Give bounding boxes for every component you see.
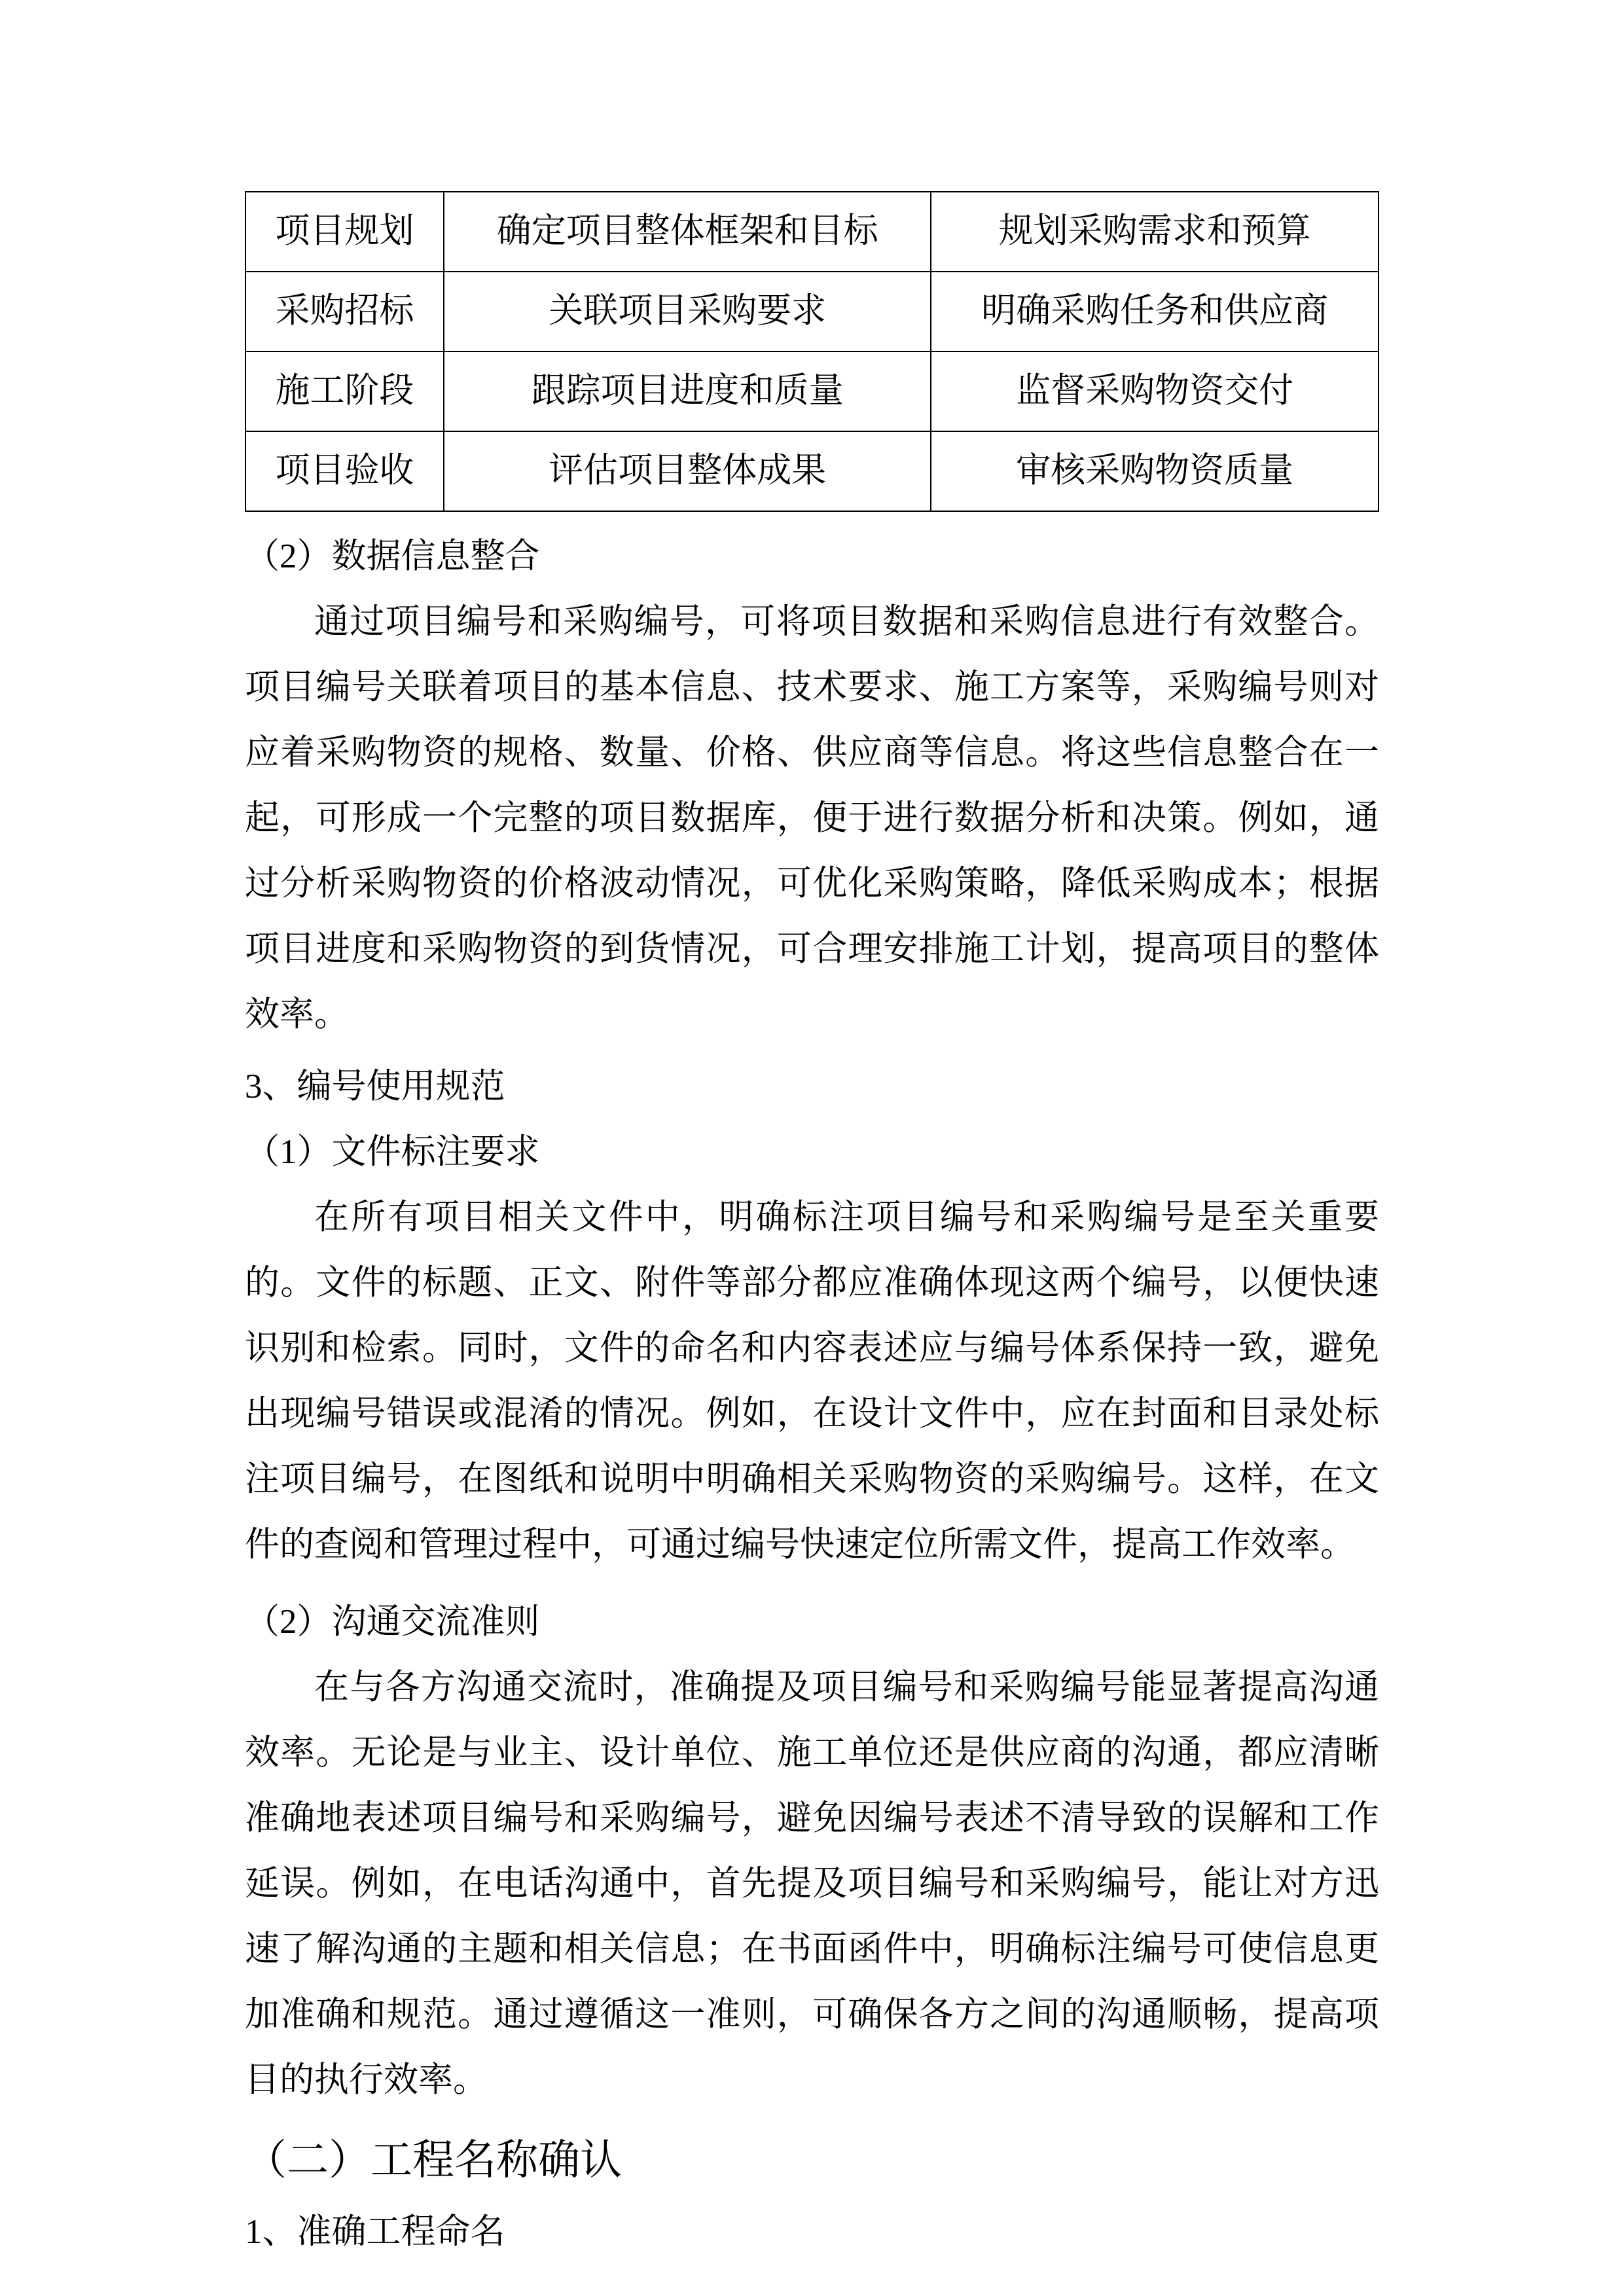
- file-labeling-heading: （1）文件标注要求: [245, 1133, 540, 1171]
- table-row: [245, 272, 1379, 351]
- table-cell: 监督采购物资交付: [931, 351, 1379, 431]
- communication-paragraph: 在与各方沟通交流时，准确提及项目编号和采购编号能显著提高沟通效率。无论是与业主、设计单位、施工单位还是供应商的沟通，都应清晰准确地表述项目编号和采购编号，避免因编号表述不清导致的误解和工作延误。例如，在电话沟通中，首先提及项目编号和采购编号，能让对方迅速了解沟通的主题和相关信息；在书面函件中，明确标注编号可使信息更加准确和规范。通过遵循这一准则，可确保各方之间的沟通顺畅，提高项目的执行效率。: [245, 1668, 1379, 2099]
- accurate-naming-heading: 1、准确工程命名: [245, 2213, 505, 2251]
- data-integration-paragraph: 通过项目编号和采购编号，可将项目数据和采购信息进行有效整合。项目编号关联着项目的基本信息、技术要求、施工方案等，采购编号则对应着采购物资的规格、数量、价格、供应商等信息。将这些信息整合在一起，可形成一个完整的项目数据库，便于进行数据分析和决策。例如，通过分析采购物资的价格波动情况，可优化采购策略，降低采购成本；根据项目进度和采购物资的到货情况，可合理安排施工计划，提高项目的整体效率。: [245, 603, 1379, 1033]
- table-row: [245, 192, 1379, 272]
- table-cell: 评估项目整体成果: [444, 431, 931, 511]
- table-cell: 审核采购物资质量: [931, 431, 1379, 511]
- table-cell: 项目规划: [245, 192, 444, 272]
- data-integration-heading: （2）数据信息整合: [245, 537, 540, 575]
- table-cell: 施工阶段: [245, 351, 444, 431]
- table-row: [245, 431, 1379, 511]
- communication-heading: （2）沟通交流准则: [245, 1603, 540, 1641]
- table-cell: 采购招标: [245, 272, 444, 351]
- table-cell: 确定项目整体框架和目标: [444, 192, 931, 272]
- table-row: [245, 351, 1379, 431]
- file-labeling-paragraph: 在所有项目相关文件中，明确标注项目编号和采购编号是至关重要的。文件的标题、正文、附件等部分都应准确体现这两个编号，以便快速识别和检索。同时，文件的命名和内容表述应与编号体系保持一致，避免出现编号错误或混淆的情况。例如，在设计文件中，应在封面和目录处标注项目编号，在图纸和说明中明确相关采购物资的采购编号。这样，在文件的查阅和管理过程中，可通过编号快速定位所需文件，提高工作效率。: [245, 1198, 1379, 1564]
- table-cell: 项目验收: [245, 431, 444, 511]
- table-cell: 跟踪项目进度和质量: [444, 351, 931, 431]
- numbering-usage-heading: 3、编号使用规范: [245, 1067, 505, 1105]
- table-cell: 明确采购任务和供应商: [931, 272, 1379, 351]
- table-cell: 规划采购需求和预算: [931, 192, 1379, 272]
- project-name-confirmation-heading: （二）工程名称确认: [245, 2137, 622, 2183]
- project-procurement-stage-table: [245, 191, 1379, 512]
- table-cell: 关联项目采购要求: [444, 272, 931, 351]
